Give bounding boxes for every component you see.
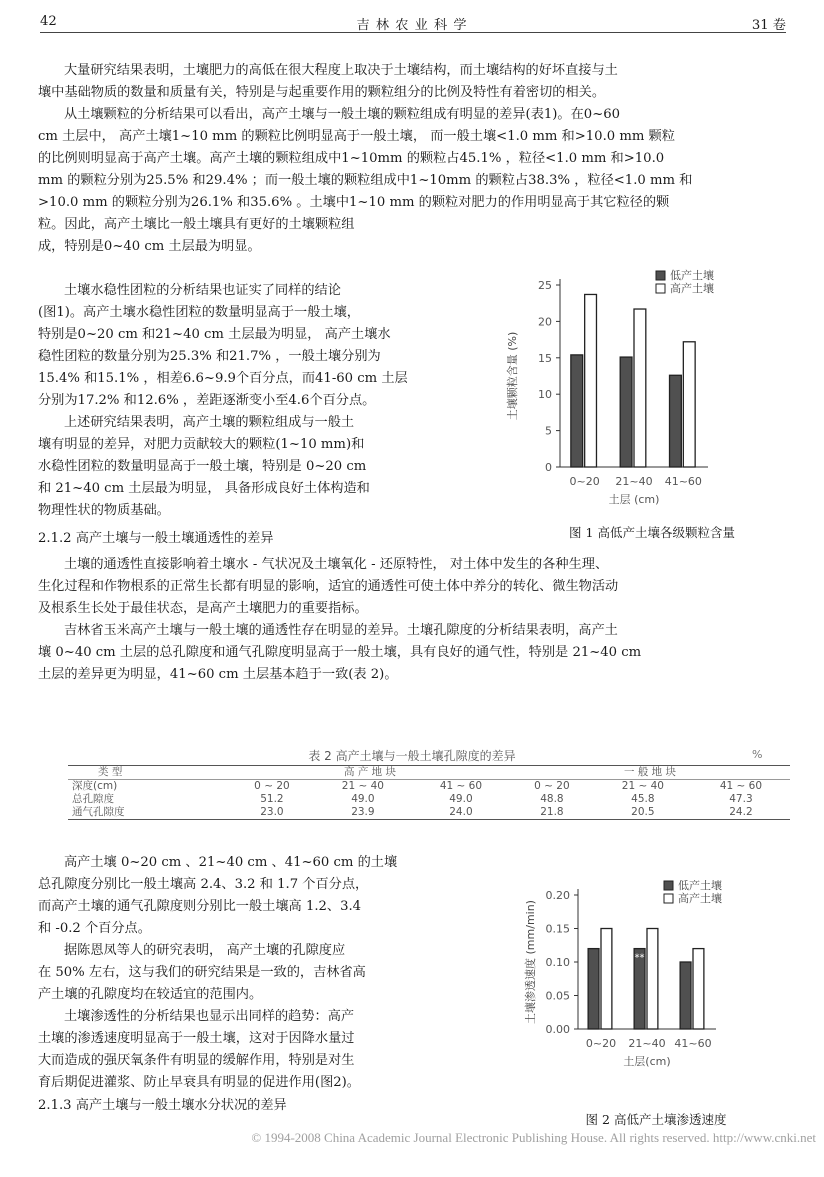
bar [601, 929, 612, 1030]
table-2-title: 表 2 高产土壤与一般土壤孔隙度的差异 [308, 749, 516, 763]
text-line: 大量研究结果表明，土壤肥力的高低在很大程度上取决于土壤结构，而土壤结构的好坏直接与土 [64, 63, 618, 78]
figure-1-chart [486, 268, 776, 518]
volume-label: 31 卷 [751, 18, 786, 33]
text-line: 壤 0~40 cm 土层的总孔隙度和通气孔隙度明显高于一般土壤，具有良好的通气性，特别是 21~40 cm [38, 645, 642, 660]
table-cell: 通气孔隙度 [72, 806, 125, 818]
bar [634, 309, 646, 467]
text-line: 和 -0.2 个百分点。 [38, 921, 151, 936]
paragraph-2 [38, 104, 786, 258]
y-tick-label: 15 [538, 351, 552, 365]
text-line: 壤有明显的差异，对肥力贡献较大的颗粒(1~10 mm)和 [38, 437, 365, 452]
y-tick-label: 0.10 [545, 956, 570, 969]
legend-label: 高产土壤 [670, 282, 714, 295]
text-line: 稳性团粒的数量分别为25.3% 和21.7% ，一般土壤分别为 [38, 349, 381, 364]
x-tick-label: 41~60 [664, 475, 702, 488]
text-line: >10.0 mm 的颗粒分别为26.1% 和35.6% 。土壤中1~10 mm 的颗粒对肥力的作用明显高于其它粒径的颗 [38, 195, 670, 210]
table-cell: 41 ~ 60 [439, 780, 483, 792]
table-group-high: 高 产 地 块 [343, 766, 396, 778]
text-line: 育后期促进灌浆、防止早衰具有明显的促进作用(图2)。 [38, 1075, 360, 1090]
text-line: 物理性状的物质基础。 [38, 503, 170, 518]
journal-name: 吉 林 农 业 科 学 [356, 18, 468, 33]
table-cell: 20.5 [631, 806, 655, 818]
table-2 [68, 765, 790, 820]
y-tick-label: 0.15 [545, 922, 570, 936]
figure-2-caption: 图 2 高低产土壤渗透速度 [585, 1112, 727, 1127]
text-line: 特别是0~20 cm 和21~40 cm 土层最为明显， 高产土壤水 [38, 327, 391, 342]
bar [683, 342, 695, 467]
x-tick-label: 21~40 [628, 1037, 666, 1050]
legend-label: 高产土壤 [678, 892, 722, 905]
copyright-footer: © 1994-2008 China Academic Journal Electronic Publishing House. All rights reserved. http://www.cnki.net [251, 1130, 816, 1145]
table-cell: 21 ~ 40 [341, 780, 384, 792]
table-cell: 49.0 [449, 793, 473, 805]
text-line: 土壤的通透性直接影响着土壤水 - 气状况及土壤氧化 - 还原特性， 对土体中发生的各种生理、 [64, 557, 609, 572]
text-line: 土壤的渗透速度明显高于一般土壤，这对于因降水量过 [38, 1031, 355, 1046]
table-cell: 49.0 [351, 793, 375, 805]
table-cell: 47.3 [729, 793, 753, 805]
text-line: 在 50% 左右，这与我们的研究结果是一致的，吉林省高 [38, 965, 366, 980]
bar [680, 962, 691, 1029]
paragraph-7 [38, 852, 468, 940]
bar [670, 375, 682, 467]
y-tick-label: 5 [545, 424, 552, 438]
table-cell: 51.2 [260, 793, 284, 805]
paragraph-5 [38, 554, 786, 620]
text-line: 高产土壤 0~20 cm 、21~40 cm 、41~60 cm 的土壤 [64, 855, 398, 870]
page-number: 42 [40, 14, 57, 29]
table-row [68, 780, 790, 794]
y-tick-label: 0.20 [545, 889, 570, 902]
table-row [68, 806, 790, 819]
x-tick-label: 41~60 [674, 1037, 712, 1050]
y-tick-label: 10 [538, 388, 552, 402]
text-line: 据陈恩凤等人的研究表明， 高产土壤的孔隙度应 [64, 943, 346, 958]
table-cell: 24.2 [729, 806, 753, 818]
y-axis-label: 土壤颗粒含量 (%) [506, 331, 519, 421]
table-cell: 23.9 [351, 806, 375, 818]
text-line: (图1)。高产土壤水稳性团粒的数量明显高于一般土壤， [38, 305, 360, 320]
significance-annotation: ** [634, 952, 645, 964]
text-line: 大而造成的强厌氧条件有明显的缓解作用，特别是对生 [38, 1053, 355, 1068]
text-line: 土层的差异更为明显，41~60 cm 土层基本趋于一致(表 2)。 [38, 667, 398, 682]
bar [588, 949, 599, 1029]
figure-1-caption: 图 1 高低产土壤各级颗粒含量 [569, 525, 735, 540]
text-line: 及根系生长处于最佳状态，是高产土壤肥力的重要指标。 [38, 601, 368, 616]
paragraph-3 [38, 280, 458, 412]
paragraph-6 [38, 620, 786, 686]
table-cell: 深度(cm) [72, 780, 118, 792]
bar [585, 294, 597, 467]
table-cell: 48.8 [540, 793, 564, 805]
y-tick-label: 0.05 [545, 989, 570, 1003]
y-tick-label: 25 [538, 279, 552, 292]
table-cell: 21.8 [540, 806, 564, 818]
y-tick-label: 20 [538, 315, 552, 329]
y-axis-label: 土壤渗透速度 (mm/min) [524, 900, 537, 1024]
text-line: 吉林省玉米高产土壤与一般土壤的通透性存在明显的差异。土壤孔隙度的分析结果表明，高产土 [64, 623, 618, 638]
table-cell: 23.0 [260, 806, 284, 818]
legend-swatch [656, 284, 665, 293]
paragraph-9 [38, 1006, 468, 1094]
text-line: 从土壤颗粒的分析结果可以看出，高产土壤与一般土壤的颗粒组成有明显的差异(表1)。在0~60 [64, 107, 621, 122]
text-line: cm 土层中， 高产土壤1~10 mm 的颗粒比例明显高于一般土壤， 而一般土壤<1.0 mm 和>10.0 mm 颗粒 [38, 129, 675, 144]
text-line: mm 的颗粒分别为25.5% 和29.4% ；而一般土壤的颗粒组成中1~10mm 的颗粒占38.3% ，粒径<1.0 mm 和 [38, 173, 693, 188]
text-line: 和 21~40 cm 土层最为明显， 具备形成良好土体构造和 [38, 481, 370, 496]
text-line: 土壤水稳性团粒的分析结果也证实了同样的结论 [64, 283, 341, 298]
table-cell: 总孔隙度 [72, 793, 114, 805]
bar [571, 355, 583, 467]
legend-label: 低产土壤 [670, 269, 714, 282]
x-axis-label: 土层(cm) [623, 1055, 671, 1068]
x-tick-label: 0~20 [569, 475, 600, 488]
table-cell: 41 ~ 60 [719, 780, 763, 792]
text-line: 15.4% 和15.1% ，相差6.6~9.9个百分点，而41-60 cm 土层 [38, 371, 408, 386]
legend-swatch [656, 271, 665, 280]
text-line: 成，特别是0~40 cm 土层最为明显。 [38, 239, 261, 254]
table-type-label: 类 型 [98, 766, 123, 778]
x-axis-label: 土层 (cm) [608, 493, 660, 506]
paragraph-8 [38, 940, 468, 1006]
text-line: 总孔隙度分别比一般土壤高 2.4、3.2 和 1.7 个百分点， [38, 877, 369, 892]
table-cell: 45.8 [631, 793, 655, 805]
table-cell: 0 ~ 20 [534, 780, 570, 792]
text-line: 产土壤的孔隙度均在较适宜的范围内。 [38, 987, 263, 1002]
table-cell: 21 ~ 40 [621, 780, 664, 792]
table-group-normal: 一 般 地 块 [623, 766, 676, 778]
table-cell: 0 ~ 20 [254, 780, 290, 792]
y-tick-label: 0.00 [545, 1023, 570, 1036]
y-tick-label: 0 [545, 461, 552, 474]
section-heading-2-1-2: 2.1.2 高产土壤与一般土壤通透性的差异 [38, 531, 274, 546]
figure-2-chart [486, 880, 786, 1108]
table-cell: 24.0 [449, 806, 473, 818]
header-rule [40, 32, 786, 33]
table-2-unit: % [752, 748, 763, 761]
text-line: 分别为17.2% 和12.6% ，差距逐渐变小至4.6个百分点。 [38, 393, 376, 408]
text-line: 而高产土壤的通气孔隙度则分别比一般土壤高 1.2、3.4 [38, 899, 362, 914]
bar [647, 929, 658, 1030]
table-row [68, 793, 790, 806]
bar [693, 949, 704, 1029]
legend-swatch [664, 881, 673, 890]
text-line: 壤中基础物质的数量和质量有关，特别是与起重要作用的颗粒组分的比例及特性有着密切的相关。 [38, 85, 606, 100]
text-line: 粒。因此，高产土壤比一般土壤具有更好的土壤颗粒组 [38, 217, 355, 232]
text-line: 的比例则明显高于高产土壤。高产土壤的颗粒组成中1~10mm 的颗粒占45.1% ，粒径<1.0 mm 和>10.0 [38, 151, 665, 166]
text-line: 水稳性团粒的数量明显高于一般土壤，特别是 0~20 cm [38, 459, 367, 474]
text-line: 生化过程和作物根系的正常生长都有明显的影响，适宜的通透性可使土体中养分的转化、微生物活动 [38, 579, 619, 594]
x-tick-label: 0~20 [585, 1037, 617, 1050]
bar [620, 357, 632, 467]
paragraph-4 [38, 412, 458, 522]
section-heading-2-1-3: 2.1.3 高产土壤与一般土壤水分状况的差异 [38, 1098, 287, 1113]
paragraph-1 [38, 60, 786, 104]
text-line: 上述研究结果表明，高产土壤的颗粒组成与一般土 [64, 415, 355, 430]
legend-label: 低产土壤 [678, 880, 722, 892]
text-line: 土壤渗透性的分析结果也显示出同样的趋势：高产 [64, 1009, 355, 1024]
legend-swatch [664, 894, 673, 903]
x-tick-label: 21~40 [615, 475, 653, 488]
